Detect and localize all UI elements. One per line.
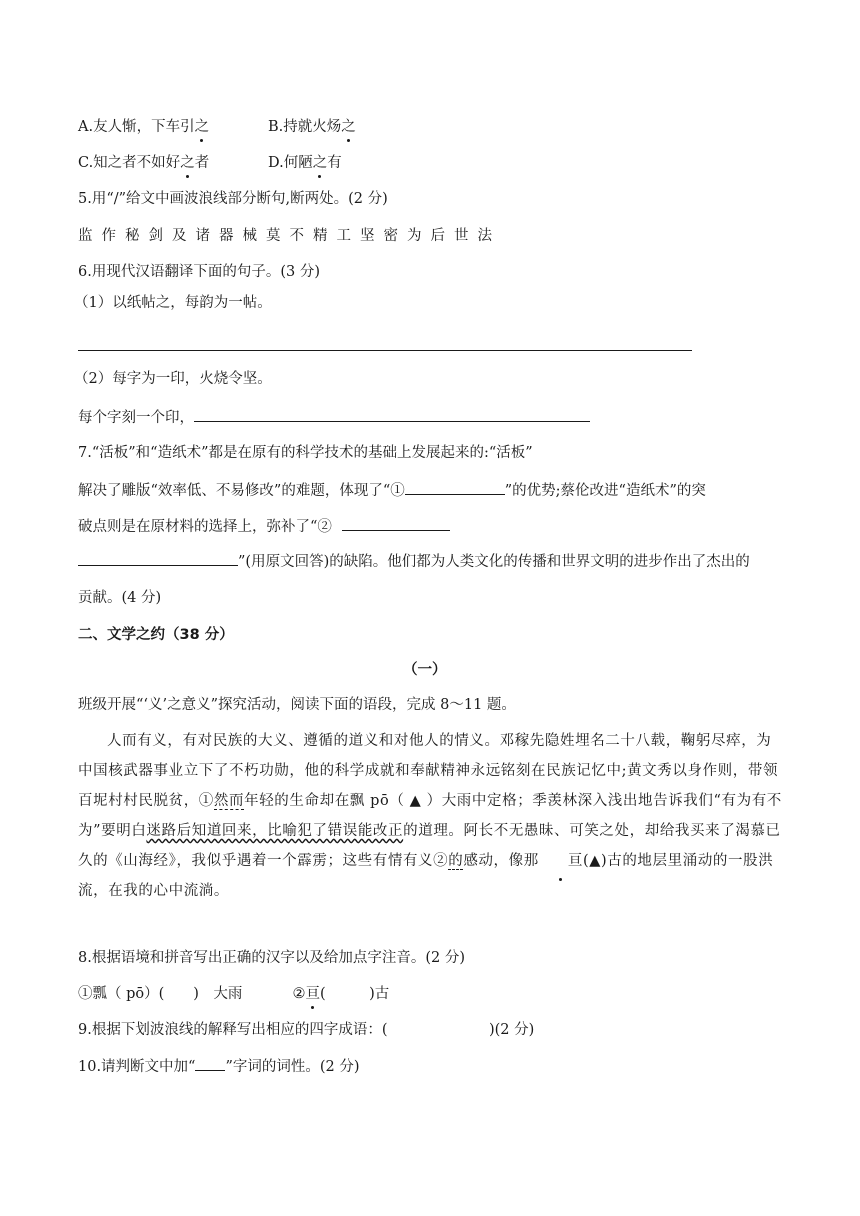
q7-text: ”的优势;蔡伦改进“造纸术”的突 bbox=[504, 483, 706, 499]
option-text: B.持就火炀 bbox=[268, 119, 342, 135]
underlined-word: 然而 bbox=[213, 793, 245, 809]
q6-sentence-1: （1）以纸帖之，每韵为一帖。 bbox=[74, 295, 272, 311]
answer-blank-2[interactable] bbox=[194, 407, 590, 422]
dotted-char: 之 bbox=[180, 155, 195, 171]
q7-text: 解决了雕版“效率低、不易修改”的难题，体现了“① bbox=[78, 483, 405, 499]
blank-1[interactable] bbox=[405, 480, 505, 495]
answer-prefix: 每个字刻一个印， bbox=[78, 410, 194, 426]
q6-sentence-2: （2）每字为一印，火烧令坚。 bbox=[74, 371, 272, 387]
q4-option-c bbox=[78, 153, 209, 173]
q5-question: 5.用“/”给文中画波浪线部分断句,断两处。(2 分) bbox=[78, 191, 388, 207]
dotted-char: 之 bbox=[341, 119, 356, 135]
passage bbox=[78, 726, 784, 906]
blank-2a[interactable] bbox=[342, 516, 450, 531]
section-title: 二、文学之约（38 分） bbox=[78, 627, 234, 643]
q7-line-3 bbox=[78, 516, 450, 537]
q4-option-d bbox=[268, 153, 342, 173]
q6-question: 6.用现代汉语翻译下面的句子。(3 分) bbox=[78, 264, 320, 280]
q8-answer-2: ( )古 bbox=[319, 986, 390, 1002]
passage-text: 年轻的生命却在飘 pō（ ▲ ）大雨中定格；季羡林深入浅出地告诉我们“有为有不为”要明白 bbox=[78, 793, 782, 839]
q4-option-b bbox=[268, 117, 356, 137]
q9-question: 9.根据下划波浪线的解释写出相应的四字成语：( )(2 分) bbox=[78, 1022, 535, 1038]
passage-text: 的道理。阿长不无愚昧、可笑之处，却给我买来了渴慕已久的《山海经》，我似乎遇着一个霹雳；这些有情有义② bbox=[78, 823, 781, 869]
passage-text: (▲)古的地层里涌动的一股洪流，在我的心中流淌。 bbox=[78, 853, 774, 899]
q5-text: 监作秘剑及诸器械莫不精工坚密为后世法 bbox=[78, 228, 501, 244]
q7-line-1: 7.“活板”和“造纸术”都是在原有的科学技术的基础上发展起来的:“活板” bbox=[78, 445, 533, 461]
q10-text: 10.请判断文中加“ bbox=[78, 1059, 196, 1075]
dotted-char: 亘 bbox=[539, 846, 583, 876]
option-text: D.何陋 bbox=[268, 155, 313, 171]
q8-answer-2-label: ② bbox=[292, 986, 306, 1002]
q6-answer-2 bbox=[78, 407, 590, 428]
q8-answers bbox=[78, 984, 389, 1004]
q10-question bbox=[78, 1056, 360, 1077]
q10-blank-mark bbox=[195, 1056, 225, 1071]
wavy-underlined-phrase: 迷路后知道回来，比喻犯了错误能改正 bbox=[146, 823, 404, 839]
underlined-word: 的 bbox=[448, 853, 464, 869]
passage-text: 人而有义，有对民族的大义、遵循的道义和对他人的情义。邓稼先隐姓埋名二十八载，鞠躬尽瘁，为中国核武器事业立下了不朽功勋，他的科学成就和奉献精神永远铭刻在民族记忆中;黄文秀以身作则，带领百坭村村民脱贫，① bbox=[78, 733, 779, 809]
dotted-char: 亘 bbox=[305, 986, 320, 1002]
option-text: A.友人惭，下车引 bbox=[78, 119, 195, 135]
q8-answer-1: ①瓢（ pō）( ) 大雨 bbox=[78, 986, 243, 1002]
q7-line-2 bbox=[78, 480, 706, 501]
q8-question: 8.根据语境和拼音写出正确的汉字以及给加点字注音。(2 分) bbox=[78, 950, 465, 966]
q7-text: 破点则是在原材料的选择上，弥补了“② bbox=[78, 519, 332, 535]
q10-text: ”字词的词性。(2 分) bbox=[225, 1059, 360, 1075]
option-text: C.知之者不如好 bbox=[78, 155, 181, 171]
q7-text: ”(用原文回答)的缺陷。他们都为人类文化的传播和世界文明的进步作出了杰出的 bbox=[238, 554, 750, 570]
intro-text: 班级开展“‘义’之意义”探究活动，阅读下面的语段，完成 8～11 题。 bbox=[78, 697, 516, 713]
part-title: （一） bbox=[403, 662, 447, 678]
option-text-tail: 有 bbox=[327, 155, 342, 171]
q4-option-a bbox=[78, 117, 209, 137]
passage-text: 感动，像那 bbox=[463, 853, 539, 869]
answer-line-1[interactable] bbox=[78, 350, 692, 351]
q7-line-5: 贡献。(4 分) bbox=[78, 590, 162, 606]
blank-2b[interactable] bbox=[78, 551, 238, 566]
q7-line-4 bbox=[78, 551, 750, 572]
dotted-char: 之 bbox=[312, 155, 328, 171]
option-text-tail: 者 bbox=[194, 155, 210, 171]
dotted-char: 之 bbox=[194, 119, 210, 135]
